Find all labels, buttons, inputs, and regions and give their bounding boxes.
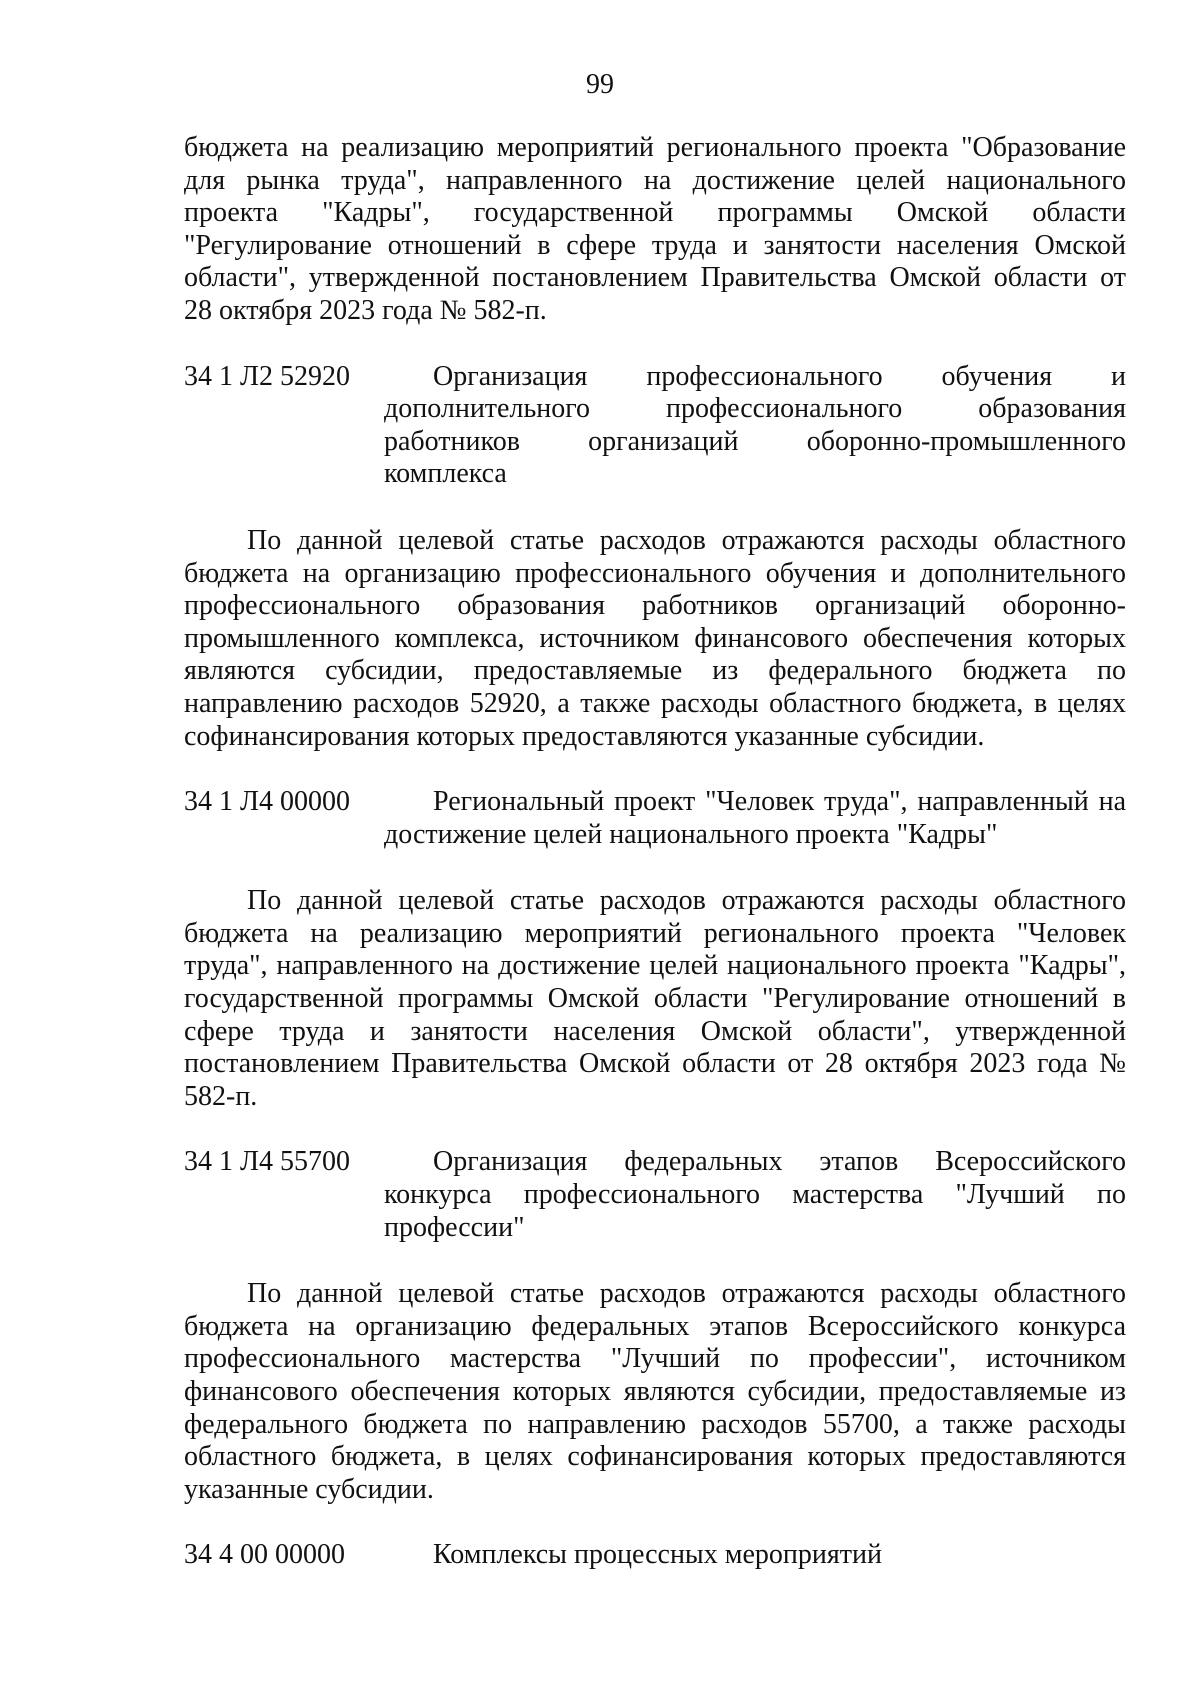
budget-item-34-4-00-00000 (184, 1539, 1126, 1572)
paragraph-description: По данной целевой статье расходов отражаются расходы областного бюджета на организацию федеральных этапов Всероссийского конкурса профессионального мастерства "Лучший по профессии", источником финансового обеспечения которых являются субсидии, предоставляемые из федерального бюджета по направлению расходов 55700, а также расходы областного бюджета, в целях софинансирования которых предоставляются указанные субсидии. (184, 1278, 1126, 1505)
budget-item-34-1-l4-55700 (184, 1146, 1126, 1244)
budget-code: 34 4 00 00000 (184, 1539, 345, 1571)
document-body (184, 132, 1126, 1572)
budget-item-title: Организация федеральных этапов Всероссийского конкурса профессионального мастерства "Лучший по профессии" (384, 1146, 1126, 1243)
budget-code: 34 1 Л4 55700 (184, 1146, 350, 1178)
budget-item-34-1-l2-52920 (184, 361, 1126, 491)
paragraph-description: По данной целевой статье расходов отражаются расходы областного бюджета на организацию профессионального обучения и дополнительного профессионального образования работников организаций оборонно-промышленного комплекса, источником финансового обеспечения которых являются субсидии, предоставляемые из федерального бюджета по направлению расходов 52920, а также расходы областного бюджета, в целях софинансирования которых предоставляются указанные субсидии. (184, 524, 1126, 752)
budget-code: 34 1 Л2 52920 (184, 360, 350, 392)
budget-code: 34 1 Л4 00000 (184, 786, 350, 818)
paragraph-description: По данной целевой статье расходов отражаются расходы областного бюджета на реализацию мероприятий регионального проекта "Человек труда", направленного на достижение целей национального проекта "Кадры", государственной программы Омской области "Регулирование отношений в сфере труда и занятости населения Омской области", утвержденной постановлением Правительства Омской области от 28 октября 2023 года № 582-п. (184, 885, 1126, 1112)
paragraph-continuation: бюджета на реализацию мероприятий регионального проекта "Образование для рынка труда", направленного на достижение целей национального проекта "Кадры", государственной программы Омской области "Регулирование отношений в сфере труда и занятости населения Омской области", утвержденной постановлением Правительства Омской области от 28 октября 2023 года № 582-п. (184, 132, 1126, 326)
budget-item-title: Организация профессионального обучения и дополнительного профессионального образования работников организаций оборонно-промышленного комплекса (384, 360, 1126, 490)
page-number: 99 (586, 69, 614, 100)
budget-item-title: Региональный проект "Человек труда", направленный на достижение целей национального проекта "Кадры" (384, 786, 1126, 850)
budget-item-34-1-l4-00000 (184, 786, 1126, 851)
budget-item-title: Комплексы процессных мероприятий (433, 1539, 882, 1571)
